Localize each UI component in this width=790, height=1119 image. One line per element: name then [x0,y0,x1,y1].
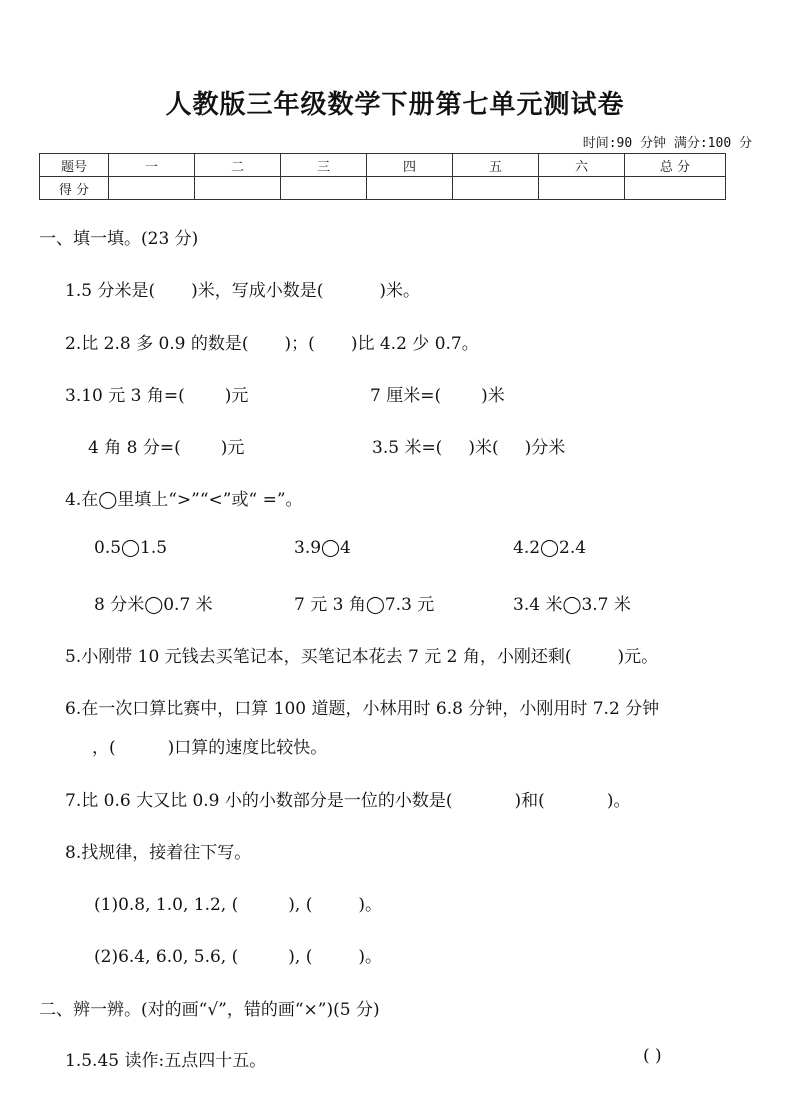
text: )。 [358,895,382,915]
section2-heading: 二、辨一辨。(对的画“√”，错的画“×”)(5 分) [39,1000,380,1020]
header-cell: 五 [453,154,539,177]
text: )口算的速度比较快。 [167,738,328,758]
header-cell: 一 [109,154,195,177]
question-1-3-line2 [88,433,244,458]
text: )米 [481,386,505,406]
text: )米( [468,438,499,458]
text: (2)6.4, 6.0, 5.6, ( [94,947,239,967]
header-cell: 二 [195,154,281,177]
text: )。 [606,791,631,811]
time-score-info: 时间:90 分钟 满分:100 分 [582,136,752,151]
score-cell[interactable] [109,177,195,200]
score-cell[interactable] [453,177,539,200]
header-cell: 三 [281,154,367,177]
compare-item[interactable]: 8 分米◯0.7 米 [94,595,213,615]
judge-answer-box[interactable]: ( ) [643,1046,662,1066]
question-1-8-sub2 [94,942,382,967]
question-1-6-line2 [92,733,327,758]
text: )；( [284,334,315,354]
question-1-8-sub1 [94,890,382,915]
text: )和( [514,791,545,811]
question-2-1: 1.5.45 读作:五点四十五。 [65,1051,267,1071]
header-cell: 六 [539,154,625,177]
question-1-3-line1 [65,381,248,406]
score-cell[interactable] [625,177,726,200]
header-cell: 题号 [40,154,109,177]
text: )元 [220,438,245,458]
compare-item[interactable]: 4.2◯2.4 [513,538,587,558]
text: 3.10 元 3 角=( [65,386,185,406]
text: )。 [358,947,382,967]
score-cell[interactable] [195,177,281,200]
question-1-2 [65,329,479,354]
text: )分米 [524,438,566,458]
question-1-8: 8.找规律，接着往下写。 [65,843,252,863]
score-table-score-row [40,177,726,200]
text: )米，写成小数是( [191,281,324,301]
section1-heading: 一、填一填。(23 分) [39,229,199,249]
score-table-header-row [40,154,726,177]
compare-item[interactable]: 3.9◯4 [294,538,351,558]
text: )元。 [617,647,659,667]
header-cell: 总 分 [625,154,726,177]
question-1-7 [65,786,630,811]
text: 5.小刚带 10 元钱去买笔记本，买笔记本花去 7 元 2 角，小刚还剩( [65,647,572,667]
text: ), ( [288,947,313,967]
text: 2.比 2.8 多 0.9 的数是( [65,334,249,354]
score-cell[interactable] [281,177,367,200]
text: )米。 [379,281,420,301]
header-cell: 四 [367,154,453,177]
page-title: 人教版三年级数学下册第七单元测试卷 [165,90,625,120]
text: ), ( [288,895,313,915]
compare-item[interactable]: 3.4 米◯3.7 米 [513,595,631,615]
compare-item[interactable]: 7 元 3 角◯7.3 元 [294,595,435,615]
question-1-5 [65,642,658,667]
text: 7.比 0.6 大又比 0.9 小的小数部分是一位的小数是( [65,791,453,811]
text: )元 [224,386,249,406]
score-row-label: 得 分 [40,177,109,200]
compare-item[interactable]: 0.5◯1.5 [94,538,168,558]
text: 1.5 分米是( [65,281,156,301]
question-1-6-line1: 6.在一次口算比赛中，口算 100 道题，小林用时 6.8 分钟，小刚用时 7.2 分钟 [65,699,660,719]
question-1-3-line2-right [372,433,565,458]
text: 7 厘米=( [370,386,442,406]
text: )比 4.2 少 0.7。 [350,334,479,354]
score-cell[interactable] [539,177,625,200]
text: 4 角 8 分=( [88,438,181,458]
text: 3.5 米=( [372,438,443,458]
text: (1)0.8, 1.0, 1.2, ( [94,895,239,915]
question-1-1 [65,276,420,301]
score-table [39,153,726,200]
question-1-3-line1-right [370,381,505,406]
score-cell[interactable] [367,177,453,200]
question-1-4: 4.在◯里填上“>”“<”或“ =”。 [65,490,303,510]
text: ，( [92,738,116,758]
